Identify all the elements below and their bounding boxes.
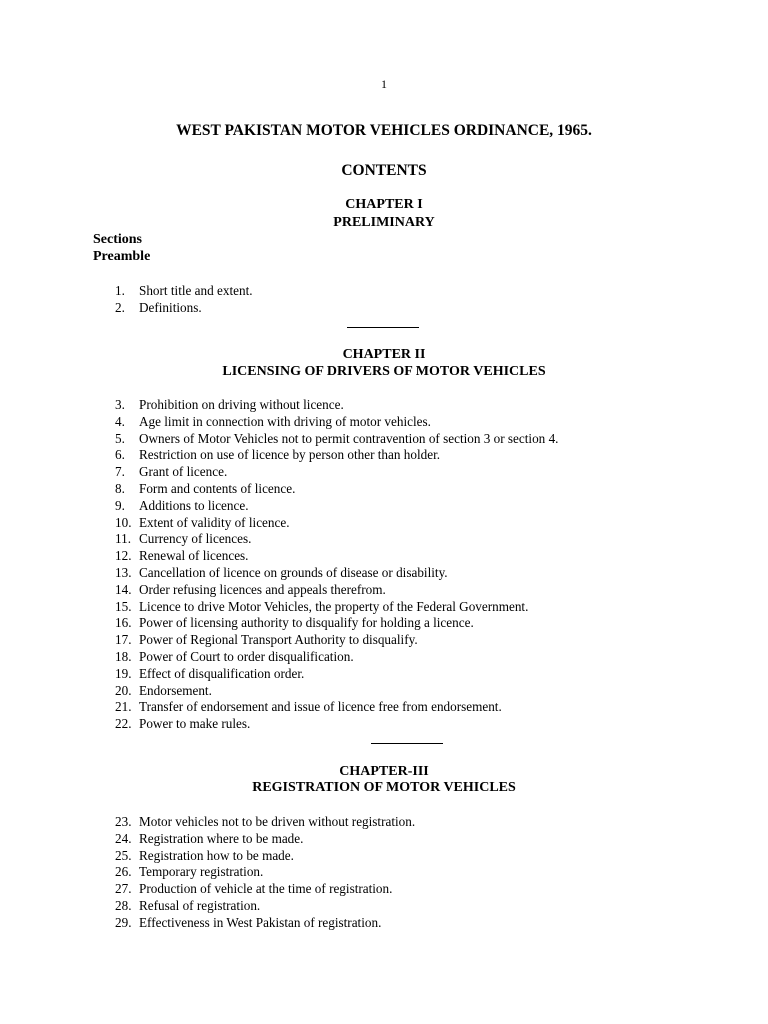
toc-item [115,531,558,548]
toc-item-text: Age limit in connection with driving of motor vehicles. [139,413,431,429]
toc-item-text: Motor vehicles not to be driven without registration. [139,814,416,829]
toc-item-number: 9. [115,497,125,513]
toc-item-number: 11. [115,531,131,547]
page-number: 1 [381,77,387,91]
toc-item [115,599,558,616]
chapter-3-subtitle: REGISTRATION OF MOTOR VEHICLES [252,780,516,795]
toc-item-text: Licence to drive Motor Vehicles, the property of the Federal Government. [139,598,529,614]
toc-item [115,666,558,683]
toc-item-text: Additions to licence. [139,497,249,513]
document-title: WEST PAKISTAN MOTOR VEHICLES ORDINANCE, 1965. [176,122,592,139]
toc-item [115,864,415,881]
toc-item-text: Transfer of endorsement and issue of licence free from endorsement. [139,699,502,715]
toc-item-text: Registration where to be made. [139,830,304,846]
toc-item-number: 3. [115,397,125,412]
chapter-1-items [115,283,253,317]
toc-item [115,716,558,733]
toc-item-text: Registration how to be made. [139,847,294,863]
toc-item [115,447,558,464]
toc-item [115,414,558,431]
toc-item-text: Temporary registration. [139,864,264,880]
toc-item [115,683,558,700]
chapter-3-label: CHAPTER-III [339,764,429,779]
contents-heading: CONTENTS [341,162,427,179]
toc-item-text: Cancellation of licence on grounds of disease or disability. [139,564,448,580]
toc-item-text: Endorsement. [139,682,212,698]
toc-item-number: 7. [115,464,125,480]
toc-item-number: 29. [115,914,132,930]
toc-item [115,397,558,414]
toc-item [115,881,415,898]
toc-item-number: 13. [115,564,132,580]
chapter-2-label: CHAPTER II [342,347,426,362]
section-divider [347,327,419,328]
toc-item-number: 23. [115,814,132,829]
toc-item [115,814,415,831]
toc-item-number: 27. [115,881,132,897]
toc-item-number: 14. [115,581,132,597]
toc-item-number: 1. [115,283,125,298]
toc-item [115,632,558,649]
toc-item [115,548,558,565]
toc-item-text: Renewal of licences. [139,548,249,564]
toc-item [115,515,558,532]
toc-item-number: 15. [115,598,132,614]
toc-item [115,848,415,865]
toc-item-number: 4. [115,413,125,429]
toc-item-number: 8. [115,480,125,496]
toc-item-number: 25. [115,847,132,863]
sections-label: Sections [93,232,142,247]
toc-item-number: 12. [115,548,132,564]
toc-item-number: 19. [115,665,132,681]
toc-item-number: 16. [115,615,132,631]
toc-item-text: Refusal of registration. [139,897,261,913]
toc-item-text: Currency of licences. [139,531,252,547]
toc-item [115,498,558,515]
toc-item-text: Grant of licence. [139,464,228,480]
toc-item-text: Effect of disqualification order. [139,665,305,681]
toc-item-text: Effectiveness in West Pakistan of registration. [139,914,382,930]
toc-item [115,649,558,666]
toc-item-number: 22. [115,716,132,732]
toc-item [115,615,558,632]
toc-item [115,481,558,498]
chapter-1-subtitle: PRELIMINARY [333,215,435,230]
toc-item [115,699,558,716]
toc-item-text: Form and contents of licence. [139,480,296,496]
toc-item [115,582,558,599]
toc-item-number: 5. [115,430,125,446]
toc-item-text: Order refusing licences and appeals therefrom. [139,581,386,597]
toc-item [115,565,558,582]
toc-item [115,283,253,300]
toc-item-number: 28. [115,897,132,913]
chapter-2-subtitle: LICENSING OF DRIVERS OF MOTOR VEHICLES [222,364,546,379]
toc-item-number: 24. [115,830,132,846]
chapter-1-label: CHAPTER I [345,197,423,212]
toc-item [115,431,558,448]
toc-item-number: 6. [115,447,125,463]
toc-item-text: Definitions. [139,299,202,315]
toc-item-text: Production of vehicle at the time of registration. [139,881,393,897]
toc-item-number: 21. [115,699,132,715]
toc-item [115,898,415,915]
toc-item-number: 10. [115,514,132,530]
toc-item-number: 26. [115,864,132,880]
toc-item [115,831,415,848]
chapter-2-items [115,397,558,733]
toc-item-text: Owners of Motor Vehicles not to permit contravention of section 3 or section 4. [139,430,559,446]
toc-item-number: 18. [115,648,132,664]
section-divider [371,743,443,744]
toc-item-text: Short title and extent. [139,283,253,298]
toc-item-number: 2. [115,299,125,315]
chapter-3-items [115,814,415,932]
toc-item-text: Power of licensing authority to disqualify for holding a licence. [139,615,474,631]
toc-item-text: Prohibition on driving without licence. [139,397,344,412]
toc-item-text: Extent of validity of licence. [139,514,290,530]
toc-item-text: Restriction on use of licence by person other than holder. [139,447,441,463]
toc-item-number: 17. [115,632,132,648]
toc-item-text: Power of Regional Transport Authority to disqualify. [139,632,418,648]
toc-item-text: Power of Court to order disqualification. [139,648,354,664]
toc-item-text: Power to make rules. [139,716,251,732]
toc-item [115,915,415,932]
toc-item [115,464,558,481]
toc-item-number: 20. [115,682,132,698]
toc-item [115,300,253,317]
preamble-label: Preamble [93,249,151,264]
